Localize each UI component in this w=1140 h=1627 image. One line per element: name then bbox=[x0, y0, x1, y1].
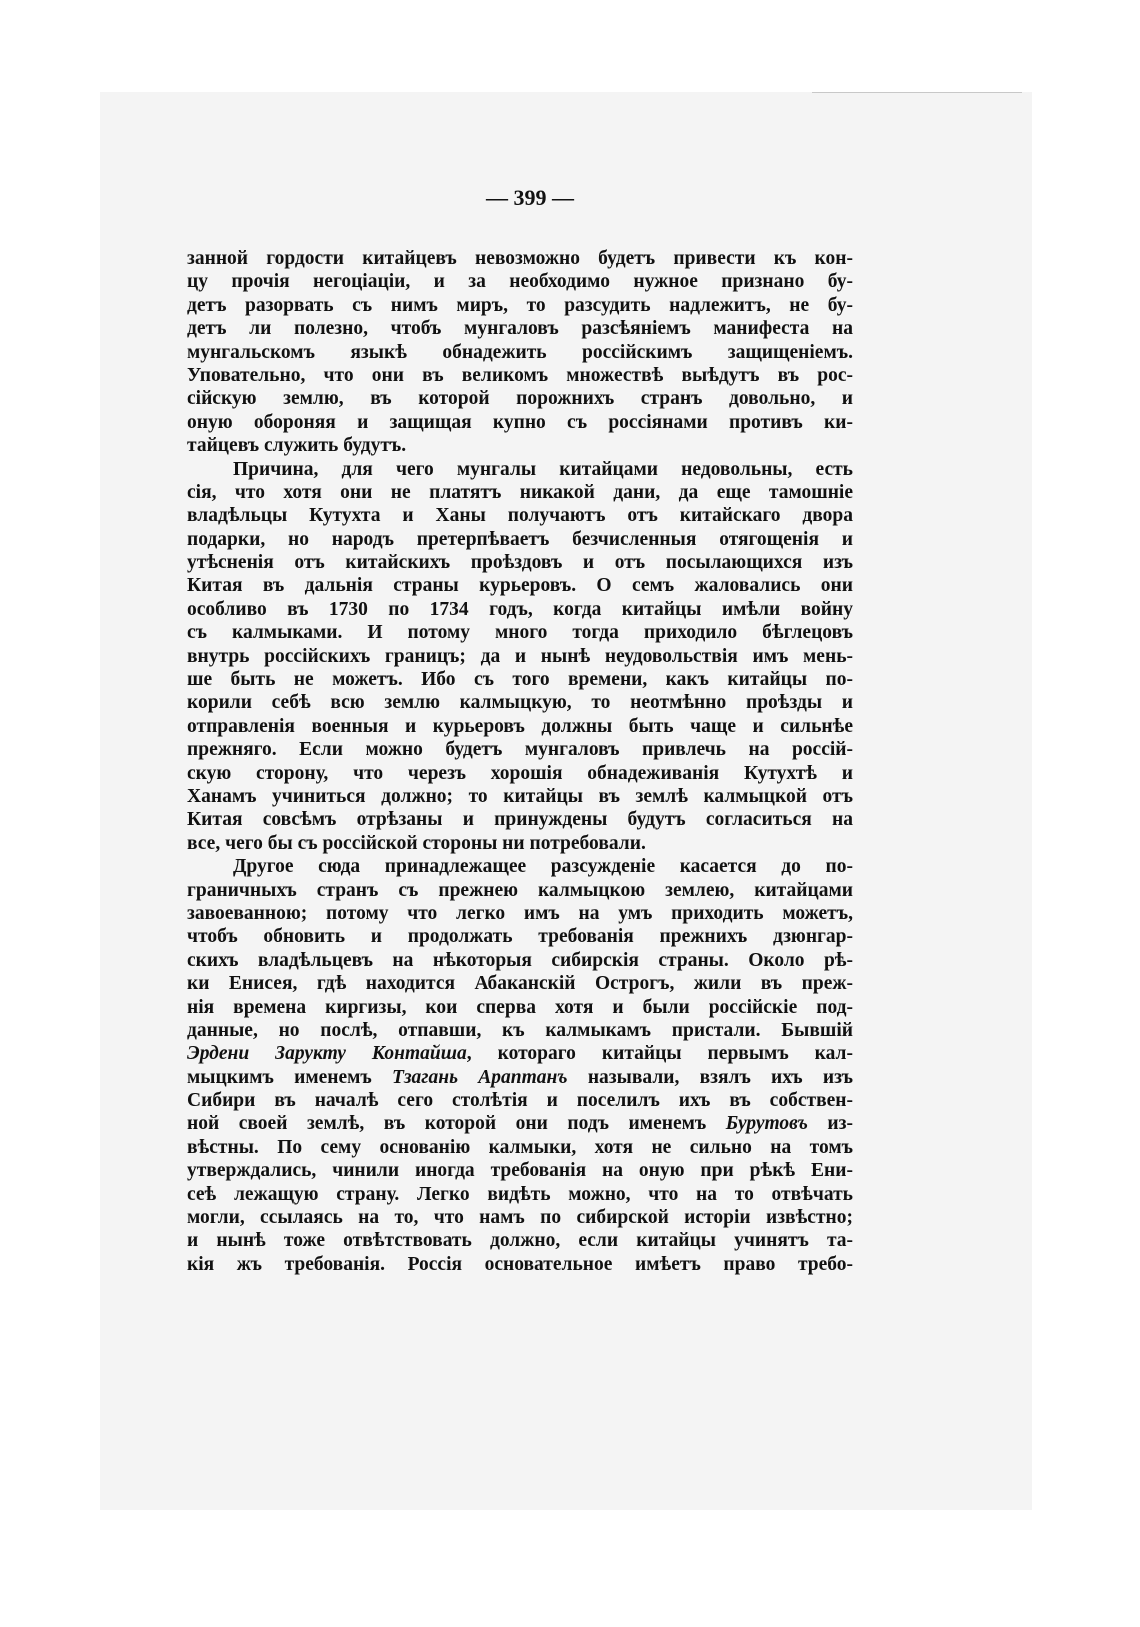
text-line: съ калмыками. И потому много тогда приходило бѣглецовъ bbox=[187, 622, 853, 644]
text-line: могли, ссылаясь на то, что намъ по сибирской исторіи извѣстно; bbox=[187, 1207, 853, 1229]
text-line: граничныхъ странъ съ прежнею калмыцкою землею, китайцами bbox=[187, 879, 853, 901]
text-line: Уповательно, что они въ великомъ множествѣ выѣдутъ въ рос- bbox=[187, 364, 853, 386]
text-line: вѣстны. По сему основанію калмыки, хотя не сильно на томъ bbox=[187, 1136, 853, 1158]
text-line: скихъ владѣльцевъ на нѣкоторыя сибирскія страны. Около рѣ- bbox=[187, 949, 853, 971]
text-line: отправленія военныя и курьеровъ должны быть чаще и сильнѣе bbox=[187, 715, 853, 737]
text-line: особливо въ 1730 по 1734 годъ, когда китайцы имѣли войну bbox=[187, 598, 853, 620]
text-line: внутрь россійскихъ границъ; да и нынѣ неудовольствія имъ мень- bbox=[187, 645, 853, 667]
text-line: и нынѣ тоже отвѣтствовать должно, если китайцы учинятъ та- bbox=[187, 1230, 853, 1252]
paragraph-first-line: Другое сюда принадлежащее разсужденіе касается до по- bbox=[233, 856, 853, 878]
text-line: корили себѣ всю землю калмыцкую, то неотмѣнно проѣзды и bbox=[187, 692, 853, 714]
text-line: ки Енисея, гдѣ находится Абаканскій Острогъ, жили въ преж- bbox=[187, 973, 853, 995]
italic-name: Бурутовъ bbox=[725, 1113, 808, 1135]
page-body-text bbox=[187, 247, 853, 1276]
text-line: ше быть не можетъ. Ибо съ того времени, какъ китайцы по- bbox=[187, 669, 853, 691]
text-line: детъ разорвать съ нимъ миръ, то разсудить надлежитъ, не бу- bbox=[187, 294, 853, 316]
line-rest: , котораго китайцы первымъ кал- bbox=[466, 1043, 853, 1065]
text-line: прежняго. Если можно будетъ мунгаловъ привлечь на россій- bbox=[187, 739, 853, 761]
text-line: оную обороняя и защищая купно съ россіянами противъ ки- bbox=[187, 411, 853, 433]
text-line: чтобъ обновить и продолжать требованія прежнихъ дзюнгар- bbox=[187, 926, 853, 948]
text-line: сійскую землю, въ которой порожнихъ странъ довольно, и bbox=[187, 388, 853, 410]
text-line-with-italic-name bbox=[187, 1042, 853, 1065]
text-line: утѣсненія отъ китайскихъ проѣздовъ и отъ посылающихся изъ bbox=[187, 552, 853, 574]
text-line: сеѣ лежащую страну. Легко видѣть можно, что на то отвѣчать bbox=[187, 1183, 853, 1205]
text-line: Ханамъ учиниться должно; то китайцы въ землѣ калмыцкой отъ bbox=[187, 785, 853, 807]
text-line: занной гордости китайцевъ невозможно будетъ привести къ кон- bbox=[187, 248, 853, 269]
text-line: владѣльцы Кутухта и Ханы получаютъ отъ китайскаго двора bbox=[187, 505, 853, 527]
text-line: Китая въ дальнія страны курьеровъ. О семъ жаловались они bbox=[187, 575, 853, 597]
line-rest: называли, взялъ ихъ изъ bbox=[567, 1066, 853, 1088]
text-line-with-italic-name bbox=[187, 1066, 853, 1089]
text-line: данные, но послѣ, отпавши, къ калмыкамъ пристали. Бывшій bbox=[187, 1019, 853, 1041]
italic-name: Эрдени Зарукту Контайша bbox=[187, 1043, 467, 1065]
text-line: кія жъ требованія. Россія основательное имѣетъ право требо- bbox=[187, 1253, 853, 1275]
text-line: все, чего бы съ россійской стороны ни потребовали. bbox=[187, 832, 646, 854]
text-line: детъ ли полезно, чтобъ мунгаловъ разсѣяніемъ манифеста на bbox=[187, 318, 853, 340]
line-start: ной своей землѣ, въ которой они подъ именемъ bbox=[187, 1113, 726, 1135]
text-line: завоеванною; потому что легко имъ на умъ приходить можетъ, bbox=[187, 902, 853, 924]
line-rest: из- bbox=[807, 1113, 853, 1135]
text-line: нія времена киргизы, кои сперва хотя и были россійскіе под- bbox=[187, 996, 853, 1018]
scan-edge-line bbox=[812, 92, 1022, 93]
text-line: Сибири въ началѣ сего столѣтія и поселилъ ихъ въ собствен- bbox=[187, 1090, 853, 1112]
text-line: Китая совсѣмъ отрѣзаны и принуждены будутъ согласиться на bbox=[187, 809, 853, 831]
page-number: — 399 — bbox=[486, 185, 574, 210]
text-line: мунгальскомъ языкѣ обнадежить россійскимъ защищеніемъ. bbox=[187, 341, 853, 363]
italic-name: Тзагань Араптанъ bbox=[392, 1066, 568, 1088]
paragraph-first-line: Причина, для чего мунгалы китайцами недовольны, есть bbox=[233, 458, 853, 480]
text-line: сія, что хотя они не платятъ никакой дани, да еще тамошніе bbox=[187, 481, 853, 503]
line-start: мыцкимъ именемъ bbox=[187, 1066, 393, 1088]
text-line: подарки, но народъ претерпѣваетъ безчисленныя отягощенія и bbox=[187, 528, 853, 550]
text-line-with-italic-name bbox=[187, 1112, 853, 1135]
text-line: тайцевъ служить будутъ. bbox=[187, 435, 407, 457]
text-line: цу прочія негоціаціи, и за необходимо нужное признано бу- bbox=[187, 271, 853, 293]
text-line: утверждались, чинили иногда требованія на оную при рѣкѣ Ени- bbox=[187, 1160, 853, 1182]
text-line: скую сторону, что черезъ хорошія обнадеживанія Кутухтѣ и bbox=[187, 762, 853, 784]
